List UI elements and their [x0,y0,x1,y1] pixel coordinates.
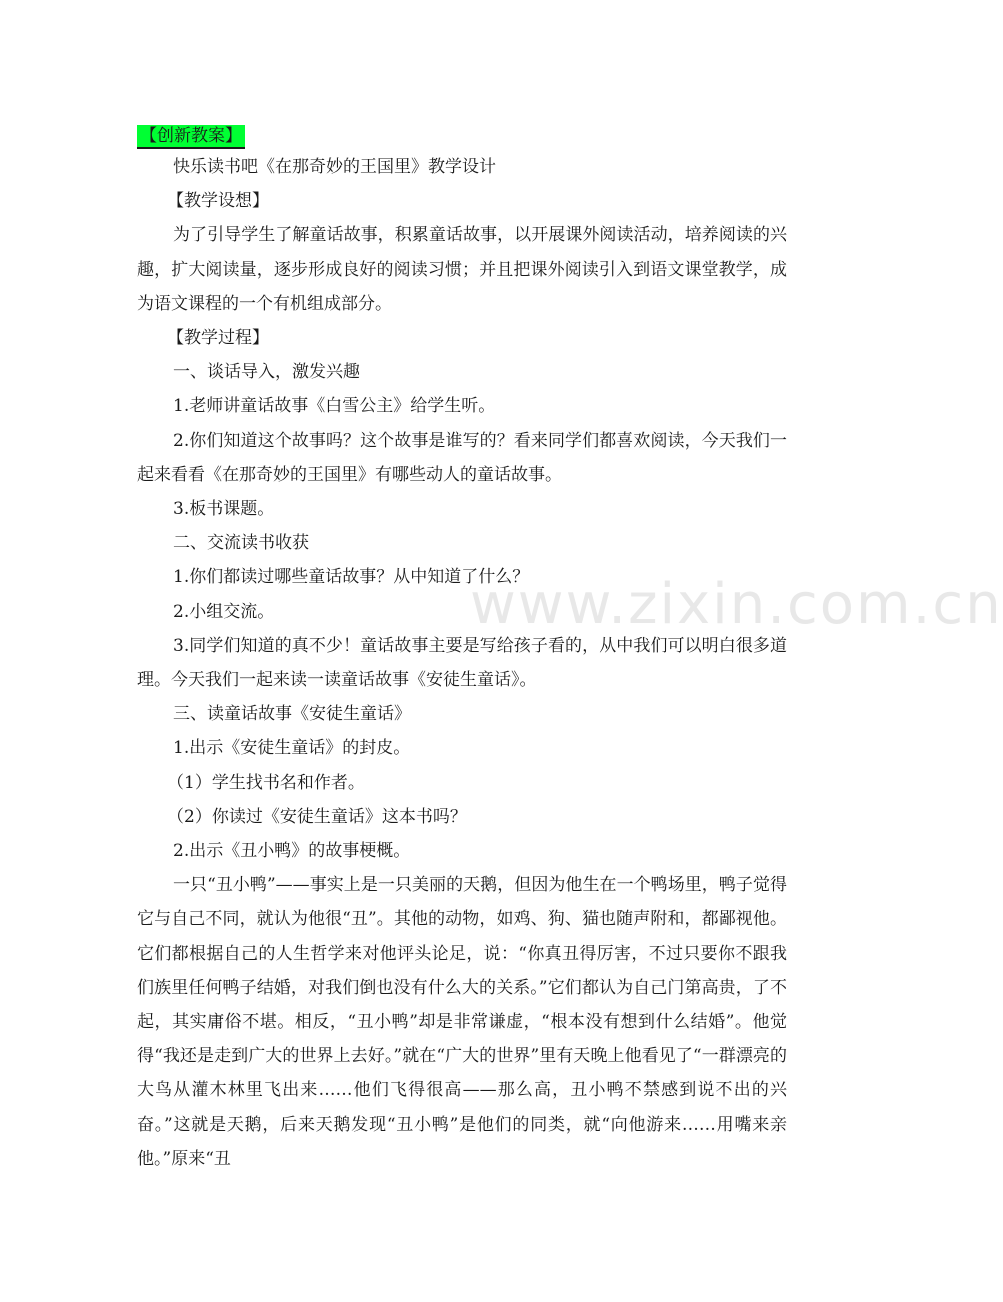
watermark: www.zixin.com.cn [470,572,1003,637]
section-heading-process: 【教学过程】 [167,328,269,349]
step-3-1b: （2）你读过《安徒生童话》这本书吗？ [167,806,467,827]
label-highlight: 【创新教案】 [137,125,245,149]
label-tag [137,121,245,146]
paragraph-idea: 为了引导学生了解童话故事，积累童话故事，以开展课外阅读活动，培养阅读的兴趣，扩大阅读量，逐步形成良好的阅读习惯；并且把课外阅读引入到语文课堂教学，成为语文课程的一个有机组成部分。 [137,225,787,314]
story-paragraph: 一只“丑小鸭”——事实上是一只美丽的天鹅，但因为他生在一个鸭场里，鸭子觉得它与自己不同，就认为他很“丑”。其他的动物，如鸡、狗、猫也随声附和，都鄙视他。它们都根据自己的人生哲学来对他评头论足，说：“你真丑得厉害，不过只要你不跟我们族里任何鸭子结婚，对我们倒也没有什么大的关系。”它们都认为自己门第高贵，了不起，其实庸俗不堪。相反，“丑小鸭”却是非常谦虚，“根本没有想到什么结婚”。他觉得“我还是走到广大的世界上去好。”就在“广大的世界”里有天晚上他看见了“一群漂亮的大鸟从灌木林里飞出来……他们飞得很高——那么高，丑小鸭不禁感到说不出的兴奋。”这就是天鹅，后来天鹅发现“丑小鸭”是他们的同类，就“向他游来……用嘴来亲他。”原来“丑 [137,875,787,1169]
step-1-1: 1.老师讲童话故事《白雪公主》给学生听。 [173,396,496,417]
step-2-2: 2.小组交流。 [173,601,275,622]
step-2-3: 3.同学们知道的真不少！童话故事主要是写给孩子看的，从中我们可以明白很多道理。今天我们一起来读一读童话故事《安徒生童话》。 [137,635,787,691]
part-heading-3: 三、读童话故事《安徒生童话》 [173,704,411,725]
step-3-2: 2.出示《丑小鸭》的故事梗概。 [173,841,411,862]
part-heading-1: 一、谈话导入，激发兴趣 [173,362,360,383]
step-2-1: 1.你们都读过哪些童话故事？从中知道了什么？ [173,567,530,588]
step-3-1a: （1）学生找书名和作者。 [167,772,365,793]
step-1-3: 3.板书课题。 [173,499,275,520]
doc-title: 快乐读书吧《在那奇妙的王国里》教学设计 [173,157,496,177]
section-heading-idea: 【教学设想】 [167,191,269,212]
step-1-2: 2.你们知道这个故事吗？这个故事是谁写的？看来同学们都喜欢阅读，今天我们一起来看看《在那奇妙的王国里》有哪些动人的童话故事。 [137,430,787,485]
part-heading-2: 二、交流读书收获 [173,533,309,554]
step-3-1: 1.出示《安徒生童话》的封皮。 [173,738,411,759]
document-body [137,150,787,1176]
